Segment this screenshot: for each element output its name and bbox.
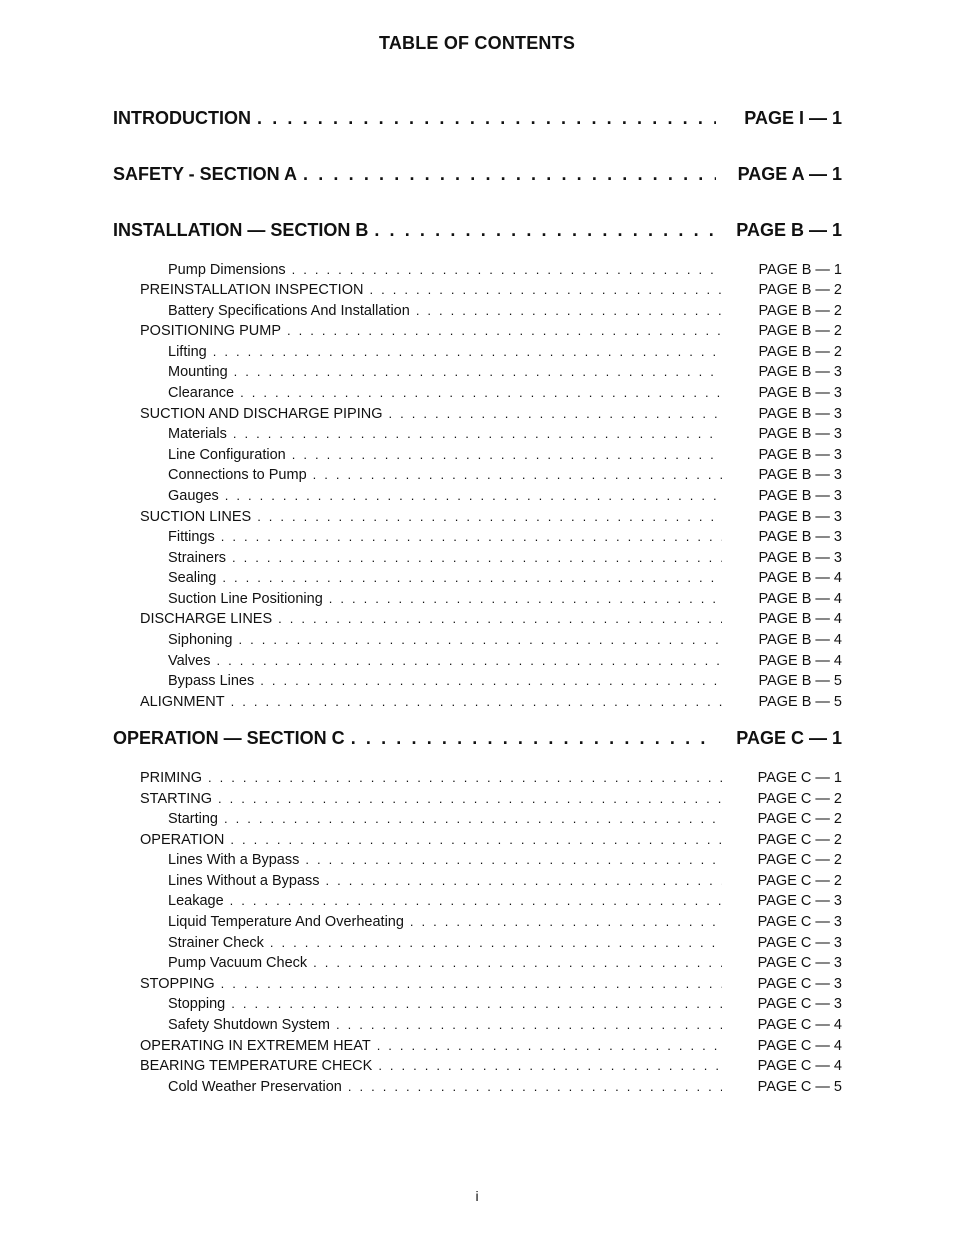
toc-entry-page: PAGE C — 4 [757, 1038, 842, 1054]
toc-entry-label: Sealing [168, 570, 217, 586]
toc-subentry[interactable] [168, 935, 842, 951]
toc-entry-label: Suction Line Positioning [168, 591, 323, 607]
dot-leader [240, 385, 722, 400]
toc-entry-page: PAGE C — 2 [757, 791, 842, 807]
toc-entry-label: Pump Dimensions [168, 262, 286, 278]
toc-entry-page: PAGE C — 3 [757, 976, 842, 992]
toc-subentry[interactable] [168, 262, 842, 278]
toc-entry-page: PAGE C — 2 [757, 811, 842, 827]
toc-entry-page: PAGE B — 3 [758, 406, 842, 422]
toc-entry-page: PAGE C — 3 [757, 955, 842, 971]
dot-leader [234, 364, 722, 379]
toc-entry-label: Gauges [168, 488, 219, 504]
toc-entry-label: Lifting [168, 344, 207, 360]
toc-subentry[interactable] [168, 1017, 842, 1033]
toc-subentry[interactable] [168, 426, 842, 442]
dot-leader [225, 488, 722, 503]
toc-entry-label: STOPPING [140, 976, 215, 992]
toc-subentry[interactable] [168, 467, 842, 483]
toc-entry-label: Cold Weather Preservation [168, 1079, 342, 1095]
toc-entry-page: PAGE B — 3 [758, 529, 842, 545]
dot-leader [329, 591, 722, 606]
toc-subentry[interactable] [168, 873, 842, 889]
dot-leader [378, 1058, 722, 1073]
dot-leader [231, 996, 722, 1011]
toc-entry-label: Line Configuration [168, 447, 286, 463]
dot-leader [389, 406, 722, 421]
toc-subentry[interactable] [140, 791, 842, 807]
toc-entry-label: Strainers [168, 550, 227, 566]
toc-entry-label: Pump Vacuum Check [168, 955, 308, 971]
toc-subentry[interactable] [168, 632, 842, 648]
page-number: i [475, 1188, 479, 1204]
dot-leader [305, 852, 722, 867]
dot-leader [222, 570, 722, 585]
toc-subentry[interactable] [168, 550, 842, 566]
toc-subentry[interactable] [168, 955, 842, 971]
dot-leader [326, 873, 722, 888]
toc-entry-label: POSITIONING PUMP [140, 323, 281, 339]
toc-subentry[interactable] [140, 1058, 842, 1074]
toc-entry-page: PAGE B — 2 [758, 282, 842, 298]
dot-leader [232, 550, 722, 565]
toc-entry-label: Starting [168, 811, 218, 827]
toc-subentry[interactable] [168, 488, 842, 504]
toc-entry-page: PAGE C — 2 [757, 852, 842, 868]
toc-entry-label: Liquid Temperature And Overheating [168, 914, 404, 930]
dot-leader [351, 728, 716, 749]
toc-entry-label: Strainer Check [168, 935, 264, 951]
dot-leader [233, 426, 722, 441]
toc-entry-page: PAGE B — 4 [758, 632, 842, 648]
toc-entry-page: PAGE I — 1 [744, 108, 842, 128]
toc-entry-page: PAGE B — 3 [758, 467, 842, 483]
toc-subentry[interactable] [140, 770, 842, 786]
toc-subentry[interactable] [140, 282, 842, 298]
toc-entry-page: PAGE C — 3 [757, 914, 842, 930]
toc-entry-label: Siphoning [168, 632, 233, 648]
toc-entry-label: SAFETY - SECTION A [113, 164, 298, 184]
dot-leader [292, 262, 722, 277]
toc-subentry[interactable] [168, 364, 842, 380]
toc-entry-page: PAGE B — 5 [758, 694, 842, 710]
toc-subentry[interactable] [168, 385, 842, 401]
toc-subentry[interactable] [168, 344, 842, 360]
toc-entry-introduction[interactable] [113, 108, 842, 129]
toc-entry-installation[interactable] [113, 220, 842, 241]
toc-subentry[interactable] [168, 852, 842, 868]
toc-entry-page: PAGE B — 3 [758, 364, 842, 380]
toc-entry-label: Fittings [168, 529, 215, 545]
toc-entry-label: Bypass Lines [168, 673, 255, 689]
toc-subentry[interactable] [168, 570, 842, 586]
dot-leader [287, 323, 722, 338]
toc-entry-label: Safety Shutdown System [168, 1017, 330, 1033]
toc-entry-page: PAGE C — 3 [757, 996, 842, 1012]
dot-leader [239, 632, 723, 647]
dot-leader [230, 893, 722, 908]
toc-subentry[interactable] [140, 694, 842, 710]
toc-subentry[interactable] [140, 1038, 842, 1054]
toc-subentry[interactable] [168, 673, 842, 689]
toc-entry-label: Leakage [168, 893, 224, 909]
toc-entry-label: PREINSTALLATION INSPECTION [140, 282, 364, 298]
toc-entry-label: Clearance [168, 385, 235, 401]
toc-entry-page: PAGE C — 3 [757, 893, 842, 909]
toc-entry-label: OPERATION — SECTION C [113, 728, 345, 748]
dot-leader [336, 1017, 722, 1032]
toc-entry-page: PAGE C — 3 [757, 935, 842, 951]
dot-leader [231, 694, 722, 709]
toc-entry-label: INTRODUCTION [113, 108, 251, 128]
toc-entry-page: PAGE B — 5 [758, 673, 842, 689]
toc-entry-label: PRIMING [140, 770, 203, 786]
toc-entry-label: OPERATION [140, 832, 225, 848]
toc-entry-page: PAGE B — 3 [758, 447, 842, 463]
toc-entry-page: PAGE C — 4 [757, 1017, 842, 1033]
toc-entry-page: PAGE B — 3 [758, 509, 842, 525]
page-title: TABLE OF CONTENTS [378, 33, 576, 53]
toc-entry-label: SUCTION AND DISCHARGE PIPING [140, 406, 383, 422]
toc-subentry[interactable] [168, 303, 842, 319]
dot-leader [377, 1038, 722, 1053]
toc-subentry[interactable] [140, 323, 842, 339]
toc-entry-label: SUCTION LINES [140, 509, 252, 525]
dot-leader [313, 467, 722, 482]
toc-subentry[interactable] [140, 509, 842, 525]
dot-leader [303, 164, 716, 185]
toc-subentry[interactable] [140, 406, 842, 422]
toc-entry-page: PAGE B — 3 [758, 426, 842, 442]
dot-leader [348, 1079, 722, 1094]
toc-subentry[interactable] [168, 591, 842, 607]
dot-leader [278, 611, 722, 626]
toc-entry-label: Battery Specifications And Installation [168, 303, 410, 319]
toc-subentry[interactable] [168, 893, 842, 909]
dot-leader [218, 791, 722, 806]
toc-subentry[interactable] [168, 653, 842, 669]
toc-entry-label: Stopping [168, 996, 226, 1012]
toc-subentry[interactable] [168, 996, 842, 1012]
toc-entry-page: PAGE B — 2 [758, 303, 842, 319]
toc-subentry[interactable] [168, 529, 842, 545]
dot-leader [221, 976, 722, 991]
dot-leader [230, 832, 722, 847]
toc-subentry[interactable] [168, 1079, 842, 1095]
dot-leader [416, 303, 722, 318]
toc-entry-page: PAGE B — 3 [758, 488, 842, 504]
toc-entry-page: PAGE C — 4 [757, 1058, 842, 1074]
toc-entry-operation[interactable] [113, 728, 842, 749]
toc-subentry[interactable] [168, 914, 842, 930]
toc-entry-page: PAGE C — 5 [757, 1079, 842, 1095]
toc-entry-page: PAGE B — 3 [758, 550, 842, 566]
toc-entry-label: Lines With a Bypass [168, 852, 300, 868]
toc-entry-page: PAGE B — 4 [758, 611, 842, 627]
toc-entry-safety[interactable] [113, 164, 842, 185]
dot-leader [208, 770, 722, 785]
toc-entry-page: PAGE C — 2 [757, 832, 842, 848]
dot-leader [374, 220, 716, 241]
toc-entry-page: PAGE B — 2 [758, 323, 842, 339]
toc-subentry[interactable] [140, 832, 842, 848]
toc-entry-label: OPERATING IN EXTREMEM HEAT [140, 1038, 371, 1054]
dot-leader [216, 653, 722, 668]
toc-subentry[interactable] [140, 611, 842, 627]
toc-entry-label: STARTING [140, 791, 212, 807]
toc-entry-page: PAGE B — 1 [736, 220, 842, 240]
toc-entry-label: Valves [168, 653, 211, 669]
toc-entry-label: Lines Without a Bypass [168, 873, 320, 889]
toc-entry-label: Connections to Pump [168, 467, 307, 483]
toc-entry-label: Materials [168, 426, 227, 442]
dot-leader [260, 673, 722, 688]
dot-leader [313, 955, 722, 970]
toc-subentry[interactable] [168, 811, 842, 827]
dot-leader [270, 935, 722, 950]
toc-subentry[interactable] [168, 447, 842, 463]
toc-entry-page: PAGE A — 1 [737, 164, 842, 184]
dot-leader [292, 447, 722, 462]
toc-entry-page: PAGE B — 2 [758, 344, 842, 360]
toc-entry-page: PAGE B — 3 [758, 385, 842, 401]
toc-entry-page: PAGE B — 4 [758, 591, 842, 607]
dot-leader [221, 529, 722, 544]
toc-subentry[interactable] [140, 976, 842, 992]
dot-leader [213, 344, 722, 359]
toc-entry-label: Mounting [168, 364, 228, 380]
dot-leader [257, 509, 722, 524]
toc-entry-page: PAGE B — 1 [758, 262, 842, 278]
toc-entry-page: PAGE C — 2 [757, 873, 842, 889]
toc-entry-label: INSTALLATION — SECTION B [113, 220, 369, 240]
toc-entry-page: PAGE C — 1 [736, 728, 842, 748]
dot-leader [257, 108, 716, 129]
dot-leader [369, 282, 722, 297]
dot-leader [224, 811, 722, 826]
toc-entry-label: DISCHARGE LINES [140, 611, 273, 627]
dot-leader [410, 914, 722, 929]
toc-entry-label: BEARING TEMPERATURE CHECK [140, 1058, 373, 1074]
toc-entry-page: PAGE B — 4 [758, 570, 842, 586]
toc-entry-page: PAGE B — 4 [758, 653, 842, 669]
toc-entry-label: ALIGNMENT [140, 694, 225, 710]
toc-entry-page: PAGE C — 1 [757, 770, 842, 786]
